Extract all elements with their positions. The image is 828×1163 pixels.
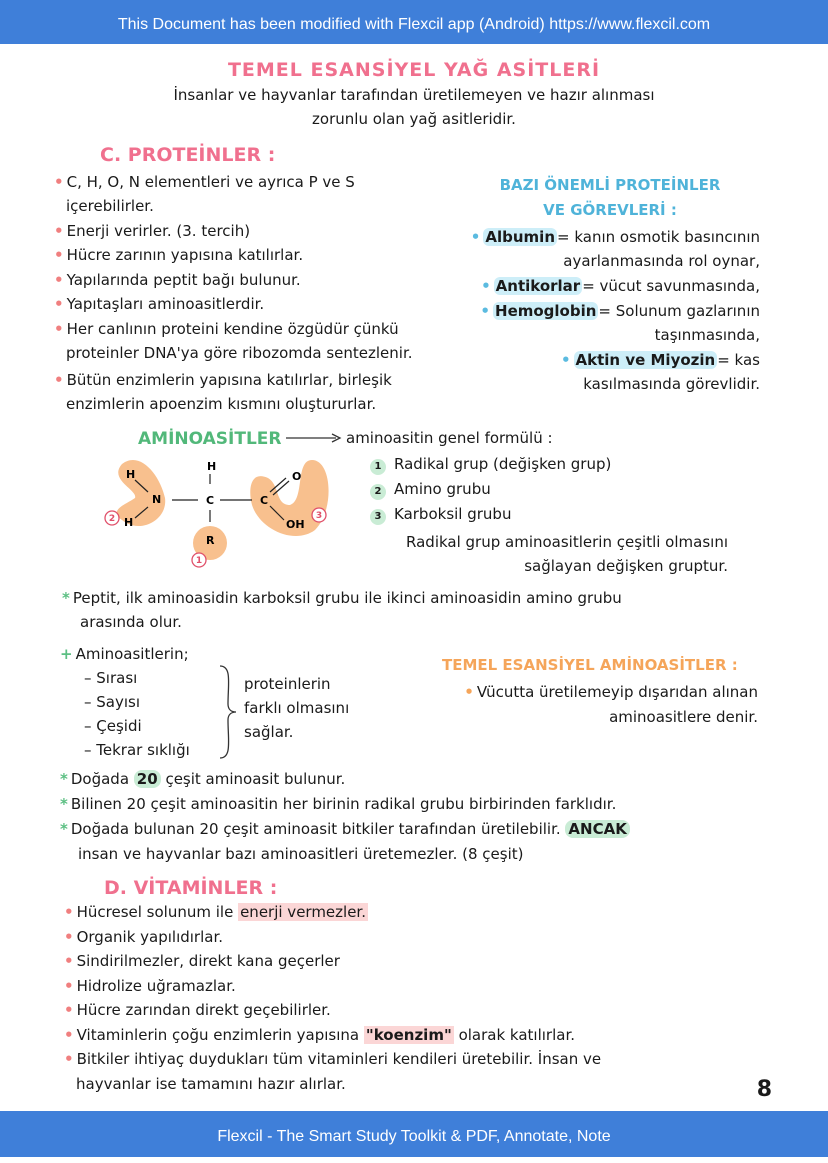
list-item: Sindirilmezler, direkt kana geçerler [76, 952, 340, 970]
svg-text:2: 2 [108, 514, 116, 524]
brace-icon [218, 664, 238, 760]
order-result: farklı olmasını [244, 699, 350, 717]
highlight: "koenzim" [365, 1026, 452, 1044]
list-item: enzimlerin apoenzim kısmını oluştururlar. [66, 395, 377, 413]
list-item: Hidrolize uğramazlar. [76, 977, 236, 995]
essential-text: aminoasitlere denir. [609, 708, 758, 726]
order-result: proteinlerin [244, 675, 331, 693]
svg-text:H: H [124, 516, 134, 529]
intro-line: İnsanlar ve hayvanlar tarafından üretilemeyen ve hazır alınması [173, 86, 655, 104]
list-item: C, H, O, N elementleri ve ayrıca P ve S [66, 173, 355, 191]
list-item: Hücresel solunum ile [76, 903, 234, 921]
antikor-text: = vücut savunmasında, [582, 277, 760, 295]
list-item: olarak katılırlar. [458, 1026, 575, 1044]
highlight: enerji vermezler. [240, 903, 366, 921]
svg-text:C: C [260, 494, 269, 507]
list-item: Bitkiler ihtiyaç duydukları tüm vitaminleri kendileri üretebilir. İnsan ve [76, 1050, 602, 1068]
peptit-text: arasında olur. [80, 613, 182, 631]
order-item: – Sayısı [84, 693, 141, 711]
order-result: sağlar. [244, 723, 294, 741]
fact-highlight: 20 [134, 770, 161, 788]
list-item: proteinler DNA'ya göre ribozomda sentezlenir. [66, 344, 413, 362]
important-heading: BAZI ÖNEMLİ PROTEİNLER [499, 176, 721, 194]
fact-text: insan ve hayvanlar bazı aminoasitleri üretemezler. (8 çeşit) [78, 845, 524, 863]
group-number: 1 [370, 459, 386, 475]
albumin-text: ayarlanmasında rol oynar, [563, 252, 760, 270]
svg-text:H: H [207, 460, 217, 473]
flexcil-top-banner[interactable]: This Document has been modified with Flexcil app (Android) https://www.flexcil.com [0, 0, 828, 44]
list-item: Hücre zarının yapısına katılırlar. [66, 246, 304, 264]
vitamins-heading: D. VİTAMİNLER : [104, 877, 278, 899]
list-item: Vitaminlerin çoğu enzimlerin yapısına [76, 1026, 360, 1044]
amino-heading: AMİNOASİTLER [138, 429, 282, 449]
svg-text:R: R [206, 534, 215, 547]
group-number: 3 [370, 509, 386, 525]
aktin-text: = kas [717, 351, 760, 369]
group-label: Radikal grup (değişken grup) [394, 455, 612, 473]
radical-note: Radikal grup aminoasitlerin çeşitli olmasını [406, 533, 728, 551]
svg-text:1: 1 [195, 556, 203, 566]
proteins-heading: C. PROTEİNLER : [100, 144, 276, 166]
fact-text: Bilinen 20 çeşit aminoasitin her birinin radikal grubu birbirinden farklıdır. [70, 795, 617, 813]
list-item: Yapılarında peptit bağı bulunur. [66, 271, 301, 289]
order-item: – Tekrar sıklığı [84, 741, 190, 759]
formula-label: aminoasitin genel formülü : [346, 429, 553, 447]
albumin-label: Albumin [485, 228, 556, 246]
list-item: Bütün enzimlerin yapısına katılırlar, birleşik [66, 371, 392, 389]
page-title: TEMEL ESANSİYEL YAĞ ASİTLERİ [227, 59, 601, 81]
flexcil-bottom-banner[interactable]: Flexcil - The Smart Study Toolkit & PDF, Annotate, Note [0, 1111, 828, 1157]
svg-text:OH: OH [286, 518, 305, 531]
list-item: Yapıtaşları aminoasitlerdir. [66, 295, 265, 313]
aktin-label: Aktin ve Miyozin [575, 351, 716, 369]
svg-text:N: N [152, 493, 162, 506]
page-number: 8 [756, 1077, 772, 1102]
order-lead: Aminoasitlerin; [75, 645, 189, 663]
fact-text: Doğada bulunan 20 çeşit aminoasit bitkiler tarafından üretilebilir. [70, 820, 561, 838]
order-item: – Sırası [84, 669, 138, 687]
fact-highlight: ANCAK [565, 820, 629, 838]
svg-text:O: O [292, 470, 302, 483]
intro-line: zorunlu olan yağ asitleridir. [312, 110, 516, 128]
hemoglobin-text: taşınmasında, [654, 326, 760, 344]
important-heading: VE GÖREVLERİ : [543, 201, 677, 219]
arrow-icon [286, 432, 342, 444]
hemoglobin-label: Hemoglobin [495, 302, 597, 320]
aminoacid-formula-diagram [100, 450, 340, 575]
group-label: Karboksil grubu [394, 505, 512, 523]
svg-text:C: C [206, 494, 215, 507]
peptit-text: Peptit, ilk aminoasidin karboksil grubu ile ikinci aminoasidin amino grubu [72, 589, 622, 607]
fact-text: Doğada [70, 770, 130, 788]
list-item: hayvanlar ise tamamını hazır alırlar. [76, 1075, 346, 1093]
list-item: Enerji verirler. (3. tercih) [66, 222, 251, 240]
essential-heading: TEMEL ESANSİYEL AMİNOASİTLER : [442, 656, 738, 674]
albumin-text: = kanın osmotik basıncının [557, 228, 760, 246]
order-item: – Çeşidi [84, 717, 142, 735]
essential-text: Vücutta üretilemeyip dışarıdan alınan [476, 683, 758, 701]
group-number: 2 [370, 484, 386, 500]
hemoglobin-text: = Solunum gazlarının [598, 302, 760, 320]
group-label: Amino grubu [394, 480, 491, 498]
list-item: içerebilirler. [66, 197, 154, 215]
svg-text:3: 3 [315, 511, 323, 521]
aktin-text: kasılmasında görevlidir. [583, 375, 760, 393]
list-item: Her canlının proteini kendine özgüdür çünkü [66, 320, 399, 338]
svg-text:H: H [126, 468, 136, 481]
fact-text: çeşit aminoasit bulunur. [165, 770, 346, 788]
list-item: Hücre zarından direkt geçebilirler. [76, 1001, 331, 1019]
radical-note: sağlayan değişken gruptur. [524, 557, 728, 575]
antikor-label: Antikorlar [495, 277, 581, 295]
list-item: Organik yapılıdırlar. [76, 928, 224, 946]
